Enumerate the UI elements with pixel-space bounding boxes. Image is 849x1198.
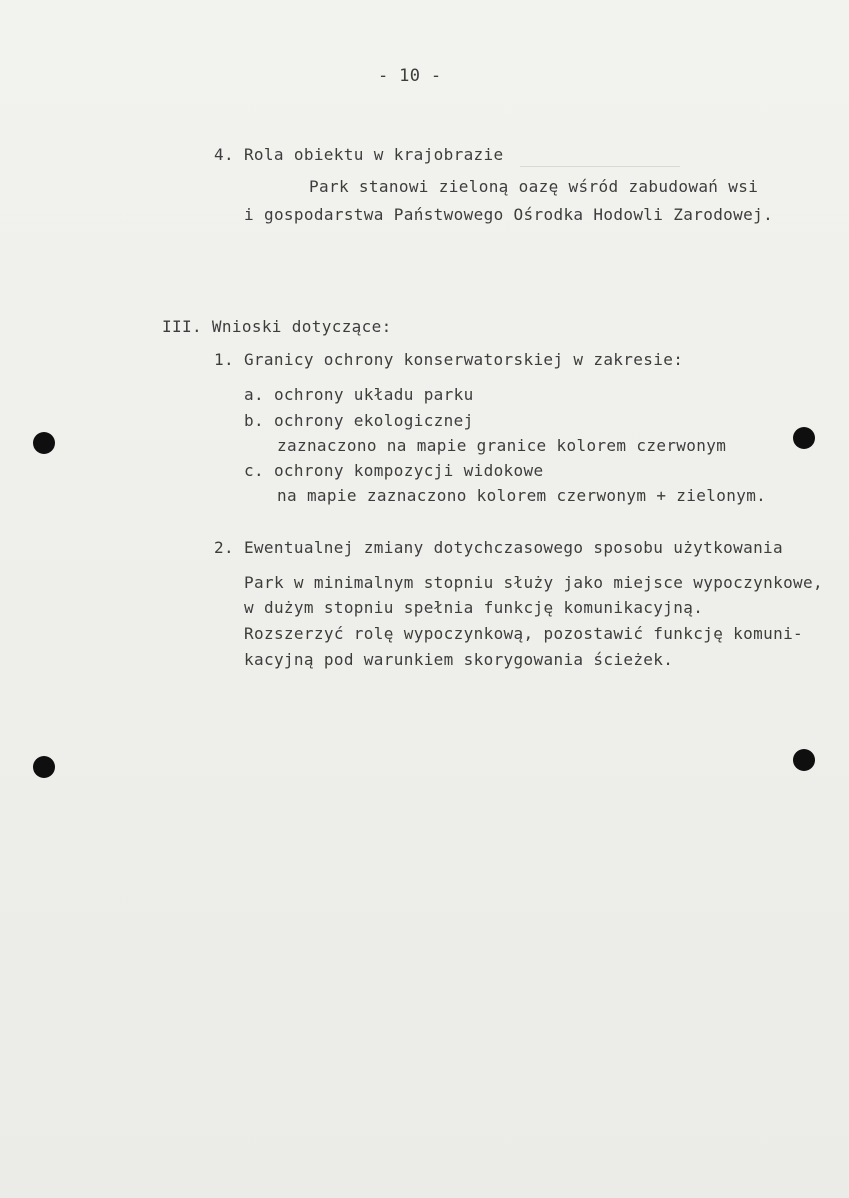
punch-hole-left-lower: [33, 756, 55, 778]
section3-heading: III. Wnioski dotyczące:: [162, 317, 392, 336]
item1-sub-c: c. ochrony kompozycji widokowe: [244, 461, 544, 480]
item1-sub-b-note: zaznaczono na mapie granice kolorem czerwonym: [277, 436, 727, 455]
section4-paragraph-line-2: i gospodarstwa Państwowego Ośrodka Hodowli Zarodowej.: [244, 205, 774, 224]
item1-sub-b: b. ochrony ekologicznej: [244, 411, 474, 430]
item1-sub-a: a. ochrony układu parku: [244, 385, 474, 404]
section4-heading: 4. Rola obiektu w krajobrazie: [214, 145, 504, 164]
section4-paragraph-line-1: Park stanowi zieloną oazę wśród zabudowań wsi: [309, 177, 759, 196]
punch-hole-left-upper: [33, 432, 55, 454]
item2-paragraph-line-3: Rozszerzyć rolę wypoczynkową, pozostawić funkcję komuni-: [244, 624, 804, 643]
faint-rule: [520, 166, 680, 167]
item1-heading: 1. Granicy ochrony konserwatorskiej w zakresie:: [214, 350, 684, 369]
page-number: - 10 -: [378, 66, 442, 86]
item2-paragraph-line-2: w dużym stopniu spełnia funkcję komunikacyjną.: [244, 598, 704, 617]
item2-heading: 2. Ewentualnej zmiany dotychczasowego sposobu użytkowania: [214, 538, 784, 557]
item1-sub-c-note: na mapie zaznaczono kolorem czerwonym + zielonym.: [277, 486, 767, 505]
punch-hole-right-lower: [793, 749, 815, 771]
item2-paragraph-line-4: kacyjną pod warunkiem skorygowania ścieżek.: [244, 650, 674, 669]
item2-paragraph-line-1: Park w minimalnym stopniu służy jako miejsce wypoczynkowe,: [244, 573, 824, 592]
punch-hole-right-upper: [793, 427, 815, 449]
